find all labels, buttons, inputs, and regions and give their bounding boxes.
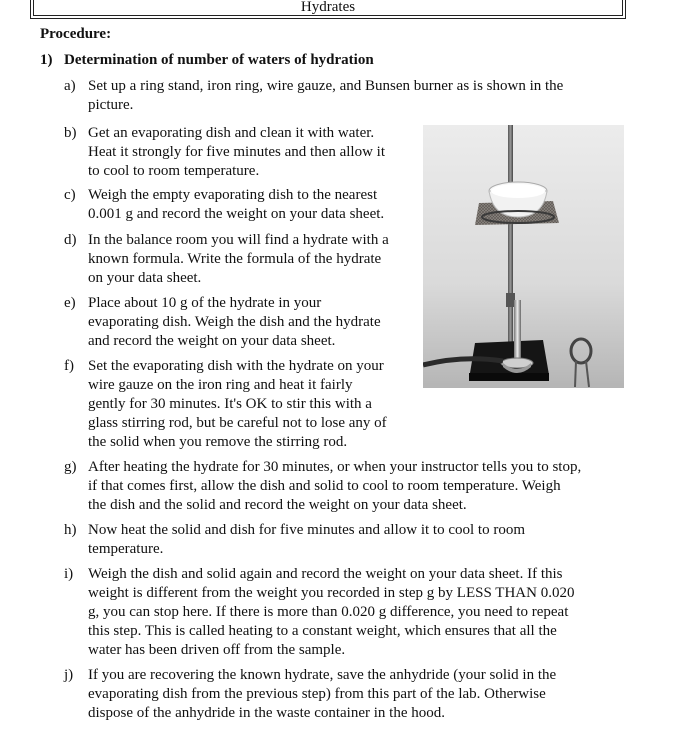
step-line: In the balance room you will find a hydrate with a [88,232,389,248]
step-line: the dish and the solid and record the weight on your data sheet. [88,497,467,513]
step-line: weight is different from the weight you recorded in step g by LESS THAN 0.020 [88,585,575,601]
step-label: b) [64,125,77,141]
step-line: Get an evaporating dish and clean it with water. [88,125,375,141]
step-line: dispose of the anhydride in the waste container in the hood. [88,705,445,721]
step-line: wire gauze on the iron ring and heat it fairly [88,377,353,393]
step-label: j) [64,667,74,683]
step-line: Weigh the empty evaporating dish to the nearest [88,187,378,203]
ring-stand-rod [508,125,513,355]
section-title: Determination of number of waters of hydration [64,52,374,68]
step-line: known formula. Write the formula of the hydrate [88,251,382,267]
step-line: 0.001 g and record the weight on your data sheet. [88,206,385,222]
step-line: evaporating dish. Weigh the dish and the hydrate [88,314,381,330]
step-text [88,458,581,515]
step-text [88,124,385,181]
step-line: evaporating dish from the previous step) from this part of the lab. Otherwise [88,686,546,702]
step-line: Heat it strongly for five minutes and then allow it [88,144,386,160]
step-line: water has been driven off from the sample. [88,642,346,658]
apparatus-illustration [423,125,624,388]
step-line: on your data sheet. [88,270,202,286]
step-line: if that comes first, allow the dish and solid to cool to room temperature. Weigh [88,478,561,494]
step-line: and record the weight on your data sheet. [88,333,336,349]
step-line: glass stirring rod, but be careful not to lose any of [88,415,387,431]
step-line: this step. This is called heating to a constant weight, which ensures that all the [88,623,557,639]
step-line: Weigh the dish and solid again and record the weight on your data sheet. If this [88,566,563,582]
procedure-heading: Procedure: [40,26,112,42]
step-text [88,186,384,224]
step-line: If you are recovering the known hydrate, save the anhydride (your solid in the [88,667,557,683]
step-text [88,521,525,559]
header-title: Hydrates [300,0,356,15]
step-text [88,357,387,452]
step-line: After heating the hydrate for 30 minutes, or when your instructor tells you to stop, [88,459,582,475]
step-label: a) [64,78,76,94]
step-text [88,565,574,660]
apparatus-photo [423,125,624,388]
step-text [88,294,381,351]
bunsen-burner-barrel [514,300,521,360]
step-line: the solid when you remove the stirring rod. [88,434,348,450]
step-text [88,77,563,115]
step-label: g) [64,459,77,475]
step-text [88,666,556,723]
header-box [33,0,623,16]
step-line: to cool to room temperature. [88,163,260,179]
step-line: g, you can stop here. If there is more than 0.020 g difference, you need to repeat [88,604,569,620]
step-line: Set the evaporating dish with the hydrate on your [88,358,384,374]
section-number: 1) [40,52,53,68]
step-label: d) [64,232,77,248]
step-line: picture. [88,97,134,113]
step-text [88,231,389,288]
section-heading [40,52,374,69]
step-line: Place about 10 g of the hydrate in your [88,295,322,311]
step-label: i) [64,566,74,582]
step-line: Set up a ring stand, iron ring, wire gauze, and Bunsen burner as is shown in the [88,78,564,94]
step-line: Now heat the solid and dish for five minutes and allow it to cool to room [88,522,526,538]
step-line: gently for 30 minutes. It's OK to stir this with a [88,396,372,412]
step-label: f) [64,358,74,374]
step-label: e) [64,295,76,311]
step-line: temperature. [88,541,164,557]
step-label: c) [64,187,76,203]
step-label: h) [64,522,77,538]
